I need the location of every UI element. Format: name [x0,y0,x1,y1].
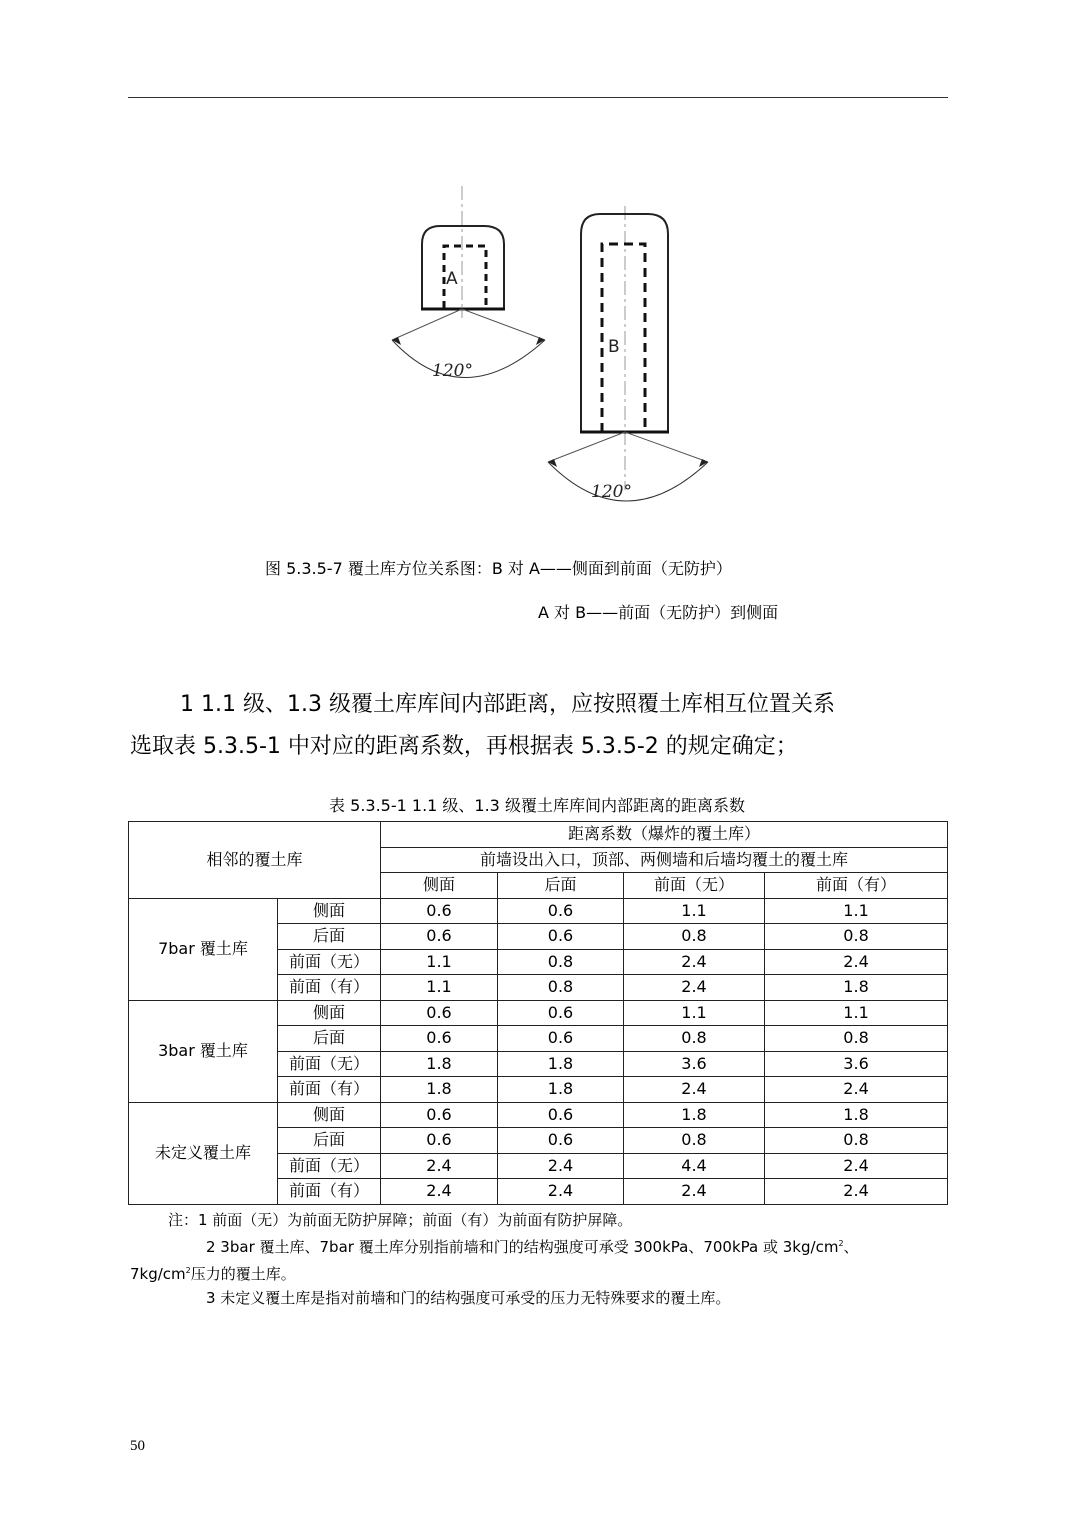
value-cell: 0.6 [498,1026,624,1052]
value-cell: 0.6 [381,1000,498,1026]
header-coefficient: 距离系数（爆炸的覆土库） [381,822,948,848]
side-cell: 前面（有） [278,1077,381,1103]
value-cell: 0.6 [498,924,624,950]
note-2-tail: 压力的覆土库。 [190,1265,296,1283]
value-cell: 4.4 [624,1153,765,1179]
value-cell: 0.8 [765,924,948,950]
note-2-continued [130,1259,960,1286]
note-2-separator: 、 [843,1238,859,1256]
note-2 [130,1232,960,1259]
orientation-diagram [380,180,720,510]
value-cell: 1.8 [381,1077,498,1103]
table-row [129,1102,948,1128]
value-cell: 1.1 [624,898,765,924]
table-title: 表 5.3.5-1 1.1 级、1.3 级覆土库库间内部距离的距离系数 [329,796,745,815]
figure-caption-line2: A 对 B——前面（无防护）到侧面 [538,603,779,622]
value-cell: 1.8 [624,1102,765,1128]
value-cell: 2.4 [624,1077,765,1103]
table-row [129,898,948,924]
value-cell: 2.4 [381,1153,498,1179]
angle-label-a: 120° [432,361,473,381]
table-header-row [129,822,948,848]
value-cell: 1.8 [498,1077,624,1103]
side-cell: 后面 [278,924,381,950]
value-cell: 0.8 [624,924,765,950]
value-cell: 1.1 [765,1000,948,1026]
value-cell: 0.6 [381,898,498,924]
side-cell: 前面（有） [278,1179,381,1205]
value-cell: 0.6 [381,924,498,950]
note-2-superscript: 2 [185,1266,191,1275]
value-cell: 2.4 [498,1179,624,1205]
value-cell: 1.1 [765,898,948,924]
clause-paragraph [130,684,950,768]
value-cell: 3.6 [624,1051,765,1077]
value-cell: 1.8 [498,1051,624,1077]
side-cell: 前面（有） [278,975,381,1001]
side-cell: 侧面 [278,1000,381,1026]
table-body [129,822,948,1205]
value-cell: 1.8 [381,1051,498,1077]
group-name-cell: 7bar 覆土库 [129,898,278,1000]
value-cell: 1.8 [765,1102,948,1128]
value-cell: 2.4 [765,1153,948,1179]
paragraph-line2: 选取表 5.3.5-1 中对应的距离系数，再根据表 5.3.5-2 的规定确定； [130,734,798,759]
value-cell: 2.4 [624,1179,765,1205]
angle-label-b: 120° [591,482,632,502]
value-cell: 2.4 [765,1077,948,1103]
value-cell: 0.8 [498,975,624,1001]
value-cell: 2.4 [498,1153,624,1179]
value-cell: 2.4 [624,975,765,1001]
value-cell: 1.1 [381,975,498,1001]
note-2-text: 2 3bar 覆土库、7bar 覆土库分别指前墙和门的结构强度可承受 300kPa、700kPa 或 3kg/cm [206,1238,839,1256]
header-adjacent: 相邻的覆土库 [129,822,381,899]
magazine-b [548,206,708,502]
column-header: 侧面 [381,873,498,899]
side-cell: 前面（无） [278,949,381,975]
value-cell: 0.8 [765,1128,948,1154]
value-cell: 2.4 [765,1179,948,1205]
value-cell: 1.8 [765,975,948,1001]
group-name-cell: 未定义覆土库 [129,1102,278,1204]
label-b: B [608,337,620,357]
note-1: 注：1 前面（无）为前面无防护屏障；前面（有）为前面有防护屏障。 [168,1211,633,1229]
value-cell: 2.4 [765,949,948,975]
side-cell: 前面（无） [278,1051,381,1077]
header-subtitle: 前墙设出入口，顶部、两侧墙和后墙均覆土的覆土库 [381,847,948,873]
page-number: 50 [130,1438,145,1454]
value-cell: 1.1 [381,949,498,975]
value-cell: 0.6 [381,1026,498,1052]
value-cell: 2.4 [381,1179,498,1205]
value-cell: 0.6 [381,1102,498,1128]
value-cell: 0.8 [624,1128,765,1154]
table-row [129,1000,948,1026]
value-cell: 0.6 [498,1000,624,1026]
label-a: A [446,269,458,289]
value-cell: 0.6 [498,1128,624,1154]
side-cell: 后面 [278,1026,381,1052]
paragraph-line1: 1 1.1 级、1.3 级覆土库库间内部距离，应按照覆土库相互位置关系 [180,692,835,717]
side-cell: 前面（无） [278,1153,381,1179]
table-notes [130,1208,960,1310]
column-header: 前面（无） [624,873,765,899]
group-name-cell: 3bar 覆土库 [129,1000,278,1102]
value-cell: 3.6 [765,1051,948,1077]
side-cell: 后面 [278,1128,381,1154]
value-cell: 0.8 [498,949,624,975]
figure-caption-line1: 图 5.3.5-7 覆土库方位关系图：B 对 A——侧面到前面（无防护） [265,559,732,578]
value-cell: 0.6 [498,1102,624,1128]
note-2-unit: 7kg/cm [130,1265,186,1283]
value-cell: 0.6 [498,898,624,924]
side-cell: 侧面 [278,898,381,924]
value-cell: 0.8 [765,1026,948,1052]
note-3: 3 未定义覆土库是指对前墙和门的结构强度可承受的压力无特殊要求的覆土库。 [206,1289,731,1307]
side-cell: 侧面 [278,1102,381,1128]
value-cell: 0.6 [381,1128,498,1154]
header-rule [128,97,948,98]
column-header: 前面（有） [765,873,948,899]
value-cell: 0.8 [624,1026,765,1052]
distance-coefficient-table [128,821,948,1205]
orientation-figure [380,180,720,510]
value-cell: 1.1 [624,1000,765,1026]
column-header: 后面 [498,873,624,899]
magazine-a [392,186,545,381]
note-2-superscript: 2 [838,1239,844,1248]
value-cell: 2.4 [624,949,765,975]
